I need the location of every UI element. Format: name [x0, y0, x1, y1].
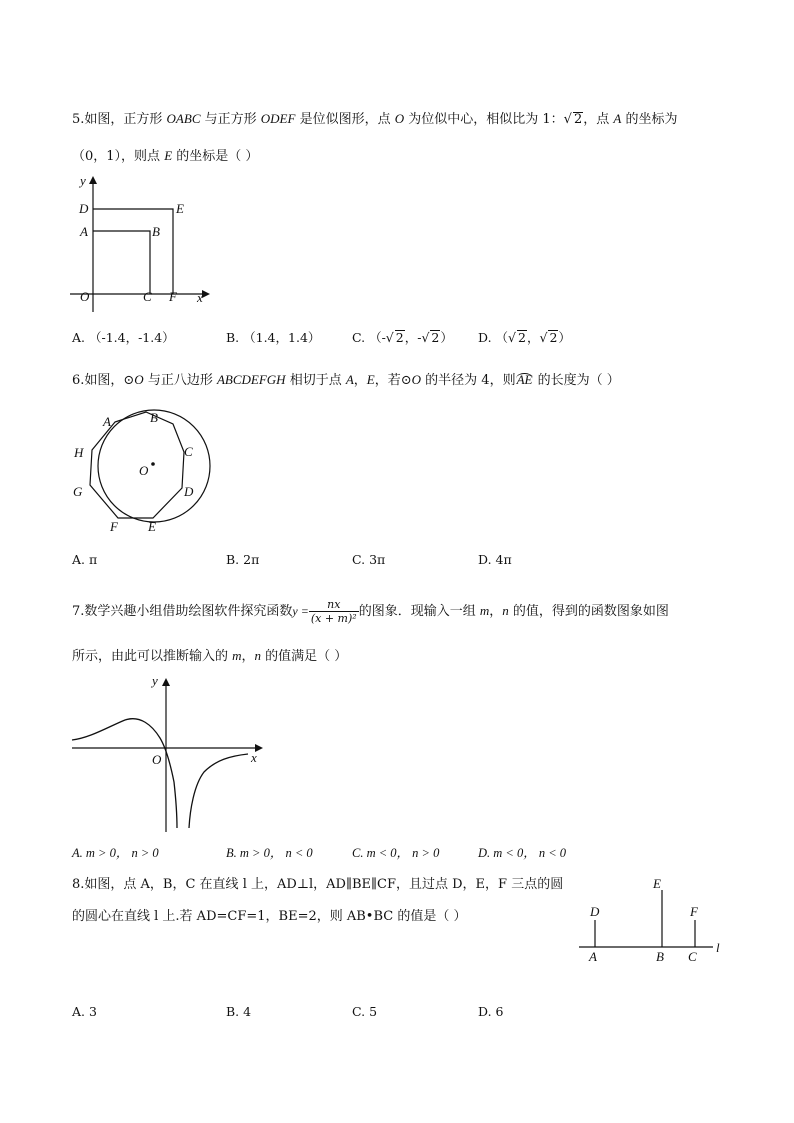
q5-option-c-text: ） [440, 330, 453, 345]
q6-option-c[interactable] [352, 552, 385, 567]
q7-option-a[interactable] [72, 843, 159, 861]
q7-option-c[interactable] [352, 843, 439, 861]
q5-option-b[interactable] [226, 328, 320, 346]
q7-var-m: m [479, 603, 490, 618]
q5-label-d: D [79, 201, 89, 216]
q6-option-b-label: B. 2π [226, 552, 260, 567]
arrow-icon [162, 678, 170, 686]
q6-option-d-label: D. 4π [478, 552, 512, 567]
q5-square-oabc: OABC [166, 111, 201, 126]
q6-label-o: O [139, 463, 149, 478]
q8-option-d-label: D. 6 [478, 1004, 504, 1019]
q8-label-l: l [716, 940, 720, 955]
q5-square-oabc-shape [93, 231, 150, 294]
q5-point-o: O [394, 111, 405, 126]
radical-sign: √ [385, 330, 394, 345]
q7-text-line2 [72, 645, 347, 664]
q5-option-a[interactable] [72, 328, 175, 346]
q5-option-d[interactable] [478, 328, 571, 346]
q7-text: 的值，得到的函数图象如图 [508, 604, 669, 619]
q8-option-b-label: B. 4 [226, 1004, 252, 1019]
q8-option-c-label: C. 5 [352, 1004, 378, 1019]
arrow-icon [202, 290, 210, 298]
q6-text: 与正八边形 [143, 373, 217, 388]
q7-fraction [309, 598, 359, 625]
q7-var-m: m [232, 648, 242, 663]
q7-text: ， [241, 649, 255, 664]
q8-figure [575, 872, 730, 967]
q5-option-b-label: B. （1.4，1.4） [226, 330, 321, 345]
q5-label-y: y [80, 173, 86, 188]
q5-option-d-text: ， [526, 330, 540, 345]
q7-text: 的图象．现输入一组 [358, 604, 480, 619]
q8-label-f: F [690, 904, 698, 919]
q5-text: 是位似图形，点 [295, 112, 395, 127]
q6-option-d[interactable] [478, 552, 512, 567]
arrow-icon [89, 176, 97, 184]
q6-text: 的长度为（ ） [533, 373, 620, 388]
q5-label-a: A [80, 224, 88, 239]
q5-text-line1 [72, 108, 677, 127]
q5-square-odef-shape [93, 209, 173, 294]
q8-label-c: C [688, 949, 697, 964]
q5-text: ，点 [583, 112, 614, 127]
q6-center-point [151, 462, 155, 466]
q7-label-x: x [251, 750, 257, 765]
q5-label-f: F [169, 289, 177, 304]
q7-numerator: nx [309, 598, 359, 612]
q8-option-a[interactable] [72, 1004, 97, 1019]
q8-label-b: B [656, 949, 664, 964]
q6-text-line1 [72, 369, 620, 388]
radical-sign: √ [563, 112, 572, 127]
q6-label-a: A [103, 414, 111, 429]
q6-option-a-label: A. π [72, 552, 98, 567]
q6-option-a[interactable] [72, 552, 97, 567]
q5-text: 为位似中心，相似比为 1： [404, 112, 564, 127]
q7-func-lhs: y = [292, 604, 309, 618]
q7-text: 7.数学兴趣小组借助绘图软件探究函数 [72, 604, 293, 619]
q5-text: 与正方形 [200, 112, 261, 127]
q7-var-n: n [254, 648, 262, 663]
q6-label-h: H [74, 445, 84, 460]
q5-option-c-text: C. （- [352, 330, 386, 345]
radical-sign: √ [508, 330, 516, 345]
q7-label-y: y [152, 673, 158, 688]
q7-figure [70, 670, 270, 835]
q8-label-d: D [590, 904, 600, 919]
q6-octagon-name: ABCDEFGH [216, 372, 286, 387]
q6-text: 的半径为 4，则 [421, 373, 516, 388]
q8-option-c[interactable] [352, 1004, 377, 1019]
q8-option-d[interactable] [478, 1004, 503, 1019]
radical-sign: √ [539, 330, 548, 345]
q6-label-f: F [110, 519, 118, 534]
q8-text: 8.如图，点 A，B，C 在直线 l 上，AD⊥l，AD∥BE∥CF，且过点 D，E，F 三点的圆 [72, 877, 564, 892]
q5-label-e: E [176, 201, 184, 216]
q7-label-o: O [152, 752, 162, 767]
q8-text-line1 [72, 873, 563, 892]
q5-figure [70, 172, 220, 312]
q6-circle-o: O [411, 372, 422, 387]
radical-sign: √ [421, 330, 430, 345]
q7-option-d[interactable] [478, 843, 566, 861]
q6-arc-ae: AE [516, 372, 533, 387]
q7-denominator: (x + m)² [310, 612, 357, 625]
q6-label-d: D [184, 484, 194, 499]
q5-point-e: E [164, 148, 173, 163]
q5-label-x: x [197, 290, 203, 305]
q5-option-d-radicand: 2 [549, 330, 558, 345]
q7-var-n: n [502, 603, 509, 618]
q6-circle-o: O [134, 372, 144, 387]
q7-text: 的值满足（ ） [261, 649, 348, 664]
q6-text: 6.如图，⊙ [72, 373, 135, 388]
q5-square-odef: ODEF [260, 111, 296, 126]
q5-point-a: A [613, 111, 622, 126]
q8-label-a: A [589, 949, 597, 964]
q5-ratio-radicand: 2 [573, 112, 583, 127]
q7-option-d-label: D. m < 0， n < 0 [478, 846, 567, 860]
q8-option-a-label: A. 3 [72, 1004, 97, 1019]
q7-curve-right [189, 754, 248, 828]
q5-option-d-text: D. （ [478, 330, 509, 345]
q6-figure [70, 400, 220, 540]
q5-label-o: O [80, 289, 90, 304]
q6-circle [98, 410, 210, 522]
q5-label-b: B [152, 224, 160, 239]
q6-option-c-label: C. 3π [352, 552, 386, 567]
q5-option-d-text: ） [558, 330, 571, 345]
q5-option-c-text: ，- [404, 330, 422, 345]
q5-text: 5.如图，正方形 [72, 112, 167, 127]
q5-text: 的坐标是（ ） [172, 149, 259, 164]
q5-option-c-radicand: 2 [395, 330, 404, 345]
q5-option-a-label: A. （-1.4，-1.4） [72, 330, 175, 345]
q7-option-b-label: B. m > 0， n < 0 [226, 846, 313, 860]
q8-option-b[interactable] [226, 1004, 251, 1019]
q7-text: ， [489, 604, 503, 619]
q5-option-c-radicand: 2 [431, 330, 440, 345]
q6-text: ， [353, 373, 367, 388]
q7-text: 所示，由此可以推断输入的 [72, 649, 233, 664]
q6-option-b[interactable] [226, 552, 259, 567]
q5-text: 的坐标为 [621, 112, 678, 127]
q5-label-c: C [143, 289, 152, 304]
q6-label-g: G [73, 484, 83, 499]
q5-option-c[interactable] [352, 328, 453, 346]
q6-text: 相切于点 [285, 373, 346, 388]
q6-point-e: E [366, 372, 375, 387]
q7-text-line1 [72, 598, 669, 625]
q6-point-a: A [345, 372, 354, 387]
q5-text: （0，1），则点 [72, 149, 165, 164]
q8-text: 的圆心在直线 l 上.若 AD=CF=1，BE=2，则 AB•BC 的值是（ ） [72, 909, 467, 924]
q5-option-d-radicand: 2 [518, 330, 526, 345]
q7-option-b[interactable] [226, 843, 313, 861]
q6-label-c: C [184, 444, 193, 459]
q6-label-e: E [148, 519, 156, 534]
q7-option-a-label: A. m > 0， n > 0 [72, 846, 159, 860]
q8-text-line2 [72, 905, 466, 924]
q8-label-e: E [653, 876, 661, 891]
q6-text: ，若⊙ [374, 373, 412, 388]
q5-text-line2 [72, 145, 258, 164]
q7-curve-left [72, 719, 177, 828]
q6-label-b: B [150, 410, 158, 425]
q7-option-c-label: C. m < 0， n > 0 [352, 846, 440, 860]
